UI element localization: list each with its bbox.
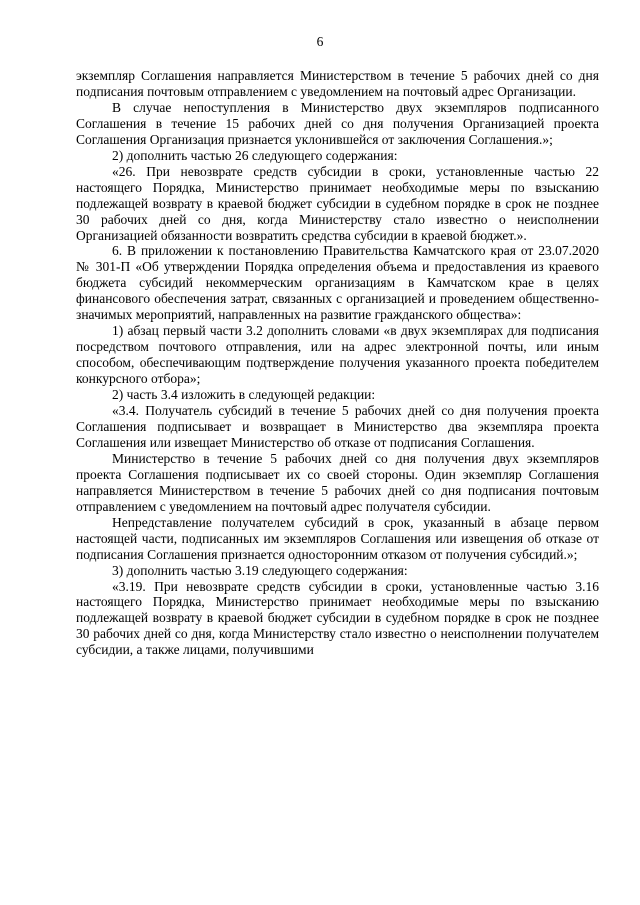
paragraph-4: «26. При невозврате средств субсидии в сроки, установленные частью 22 настоящего Порядка, Министерство принимает необходимые меры по взысканию подлежащей возврату в краевой бюджет субсидии в судебном порядке в срок не позднее 30 рабочих дней со дня, когда Министерству стало известно о неисполнении Организацией обязанности возвратить средства субсидии в краевой бюджет.». (76, 163, 599, 243)
paragraph-5: 6. В приложении к постановлению Правительства Камчатского края от 23.07.2020 № 301-П «Об утверждении Порядка определения объема и предоставления из краевого бюджета субсидий некоммерческим организациям в Камчатском крае в целях финансового обеспечения затрат, связанных с организацией и проведением общественно-значимых мероприятий, направленных на развитие гражданского общества»: (76, 243, 599, 323)
document-body (76, 68, 599, 658)
paragraph-1: экземпляр Соглашения направляется Министерством в течение 5 рабочих дней со дня подписания почтовым отправлением с уведомлением на почтовый адрес Организации. (76, 68, 599, 99)
paragraph-12: «3.19. При невозврате средств субсидии в сроки, установленные частью 3.16 настоящего Порядка, Министерство принимает необходимые меры по взысканию подлежащей возврату в краевой бюджет субсидии в судебном порядке в срок не позднее 30 рабочих дней со дня, когда Министерству стало известно о неисполнении получателем субсидии, а также лицами, получившими (76, 578, 599, 658)
paragraph-8: «3.4. Получатель субсидий в течение 5 рабочих дней со дня получения проекта Соглашения подписывает и возвращает в Министерство два экземпляра проекта Соглашения или извещает Министерство об отказе от подписания Соглашения. (76, 403, 599, 450)
paragraph-2: В случае непоступления в Министерство двух экземпляров подписанного Соглашения в течение 15 рабочих дней со дня получения Организацией проекта Соглашения Организация признается уклонившейся от заключения Соглашения.»; (76, 99, 599, 147)
paragraph-9: Министерство в течение 5 рабочих дней со дня получения двух экземпляров проекта Соглашения подписывает их со своей стороны. Один экземпляр Соглашения направляется Министерством в течение 5 рабочих дней со дня подписания почтовым отправлением с уведомлением на почтовый адрес получателя субсидии. (76, 450, 599, 514)
paragraph-3: 2) дополнить частью 26 следующего содержания: (112, 147, 398, 163)
paragraph-7: 2) часть 3.4 изложить в следующей редакции: (112, 387, 376, 403)
page-number: 6 (316, 34, 324, 49)
paragraph-10: Непредставление получателем субсидий в срок, указанный в абзаце первом настоящей части, подписанных им экземпляров Соглашения или извещения об отказе от подписания Соглашения признается односторонним отказом от получения субсидий.»; (76, 514, 599, 562)
paragraph-6: 1) абзац первый части 3.2 дополнить словами «в двух экземплярах для подписания посредством почтового отправления, или на адрес электронной почты, или иным способом, обеспечивающим подтверждение получения указанного проекта победителем конкурсного отбора»; (76, 323, 599, 387)
paragraph-11: 3) дополнить частью 3.19 следующего содержания: (112, 562, 408, 578)
